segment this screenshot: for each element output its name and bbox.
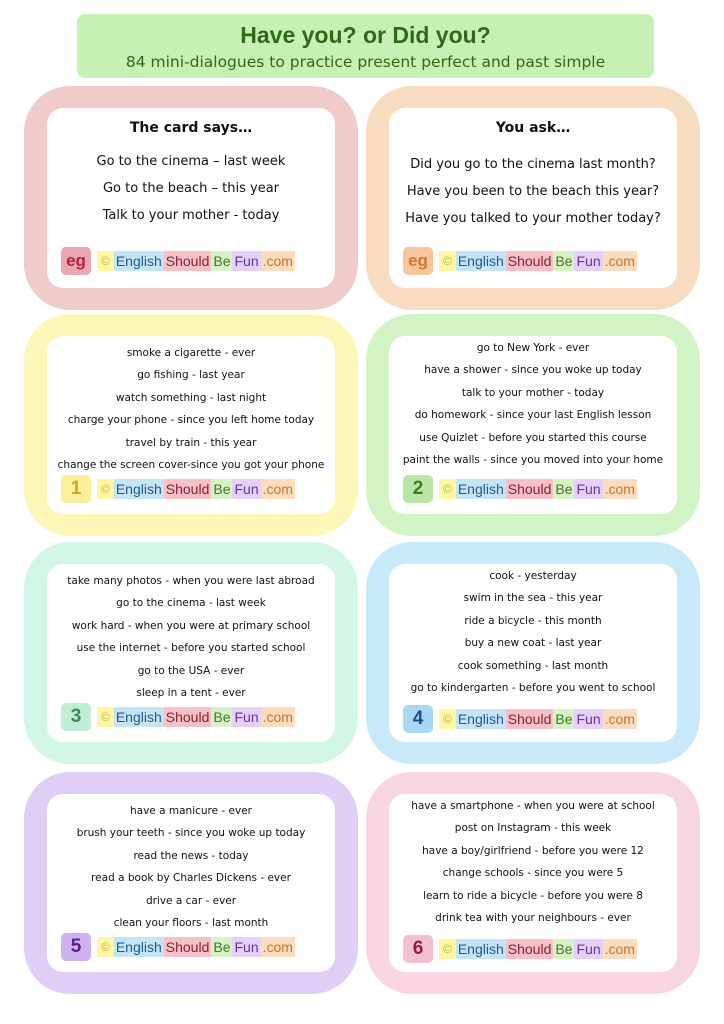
brand-word: English (457, 253, 504, 269)
card-line: read the news - today (133, 849, 249, 862)
card-number-badge: 4 (403, 705, 433, 733)
brand-word: Be (555, 253, 573, 269)
brand-word: .com (262, 939, 293, 955)
card-5 (24, 772, 358, 994)
card-line: take many photos - when you were last abroad (67, 575, 315, 587)
card-line: go to the USA - ever (137, 664, 245, 677)
card-2 (366, 314, 700, 536)
brand-word: Fun (576, 941, 601, 957)
card-number-badge: 5 (61, 933, 91, 961)
card-6 (366, 772, 700, 994)
card-line: have a manicure - ever (130, 805, 252, 817)
brand-word: Should (165, 481, 210, 497)
card-lines (47, 336, 335, 476)
brand-logo (97, 251, 295, 271)
page-subtitle: 84 mini-dialogues to practice present perfect and past simple (125, 53, 606, 71)
brand-word: Should (507, 711, 552, 727)
brand-word: Be (213, 709, 231, 725)
card-footer (403, 248, 637, 274)
brand-word: Should (165, 253, 210, 269)
card-line: learn to ride a bicycle - before you were 8 (423, 889, 643, 902)
card-lines (47, 564, 335, 704)
brand-word: Should (507, 253, 552, 269)
card-badge: eg (61, 247, 91, 275)
brand-logo (439, 939, 637, 959)
brand-word: Fun (576, 711, 601, 727)
card-heading: The card says… (129, 120, 253, 136)
brand-word: English (115, 481, 162, 497)
card-line: sleep in a tent - ever (136, 687, 246, 700)
card-line: go fishing - last year (137, 369, 245, 382)
card-line: have a smartphone - when you were at school (411, 800, 655, 812)
card-line: clean your floors - last month (113, 917, 269, 930)
card-line: work hard - when you were at primary school (71, 619, 311, 632)
card-line: do homework - since your last English lesson (414, 409, 652, 422)
card-footer (403, 706, 637, 732)
card-line: have a boy/girlfriend - before you were 12 (422, 844, 644, 857)
card-line: Have you been to the beach this year? (406, 184, 660, 199)
card-line: watch something - last night (115, 391, 267, 404)
card-1 (24, 314, 358, 536)
card-line: use the internet - before you started school (76, 642, 306, 655)
copyright-symbol: © (439, 939, 456, 959)
brand-word: Be (213, 939, 231, 955)
card-4 (366, 542, 700, 764)
card-line: travel by train - this year (125, 436, 257, 449)
card-line: Go to the cinema – last week (96, 154, 286, 169)
brand-word: Fun (234, 939, 259, 955)
card-line: go to the cinema - last week (116, 597, 266, 610)
card-line: use Quizlet - before you started this course (419, 431, 647, 444)
card-line: smoke a cigarette - ever (126, 347, 256, 359)
page-title: Have you? or Did you? (240, 22, 491, 48)
card-badge: eg (403, 247, 433, 275)
card-lines (389, 794, 677, 929)
card-line: change schools - since you were 5 (442, 867, 624, 880)
copyright-symbol: © (97, 937, 114, 957)
card-3 (24, 542, 358, 764)
brand-word: Be (213, 481, 231, 497)
brand-word: .com (262, 709, 293, 725)
card-number-badge: 1 (61, 475, 91, 503)
brand-word: Be (555, 481, 573, 497)
brand-word: Fun (234, 253, 259, 269)
copyright-symbol: © (439, 251, 456, 271)
example-card-you-ask (366, 86, 700, 310)
card-footer (61, 248, 295, 274)
card-line: read a book by Charles Dickens - ever (91, 872, 291, 885)
card-line: ride a bicycle - this month (464, 614, 602, 627)
card-line: change the screen cover-since you got your phone (57, 459, 325, 472)
card-line: swim in the sea - this year (463, 592, 603, 605)
card-heading: You ask… (495, 120, 571, 136)
brand-logo (97, 707, 295, 727)
card-inner (389, 564, 677, 742)
brand-word: English (115, 939, 162, 955)
card-inner (47, 336, 335, 514)
copyright-symbol: © (439, 709, 456, 729)
brand-logo (97, 937, 295, 957)
card-line: Did you go to the cinema last month? (410, 157, 656, 172)
card-line: brush your teeth - since you woke up today (76, 827, 306, 840)
title-banner (77, 14, 654, 78)
card-number-badge: 2 (403, 475, 433, 503)
card-lines (389, 336, 677, 471)
brand-word: .com (604, 711, 635, 727)
brand-word: Fun (576, 481, 601, 497)
card-line: paint the walls - since you moved into your home (402, 454, 664, 467)
card-lines (47, 148, 335, 229)
card-lines (389, 148, 677, 232)
card-inner (389, 336, 677, 514)
brand-word: Should (165, 709, 210, 725)
copyright-symbol: © (97, 251, 114, 271)
brand-word: .com (604, 941, 635, 957)
card-line: talk to your mother - today (461, 386, 605, 399)
copyright-symbol: © (97, 707, 114, 727)
card-line: charge your phone - since you left home today (67, 414, 315, 427)
card-line: cook something - last month (457, 659, 609, 672)
card-inner (389, 794, 677, 972)
card-footer (403, 936, 637, 962)
card-line: go to kindergarten - before you went to school (410, 682, 656, 695)
brand-word: Should (507, 481, 552, 497)
brand-word: Fun (234, 709, 259, 725)
brand-word: Should (507, 941, 552, 957)
card-line: buy a new coat - last year (464, 637, 602, 650)
card-lines (389, 564, 677, 699)
brand-word: Be (555, 941, 573, 957)
brand-word: Be (555, 711, 573, 727)
copyright-symbol: © (439, 479, 456, 499)
card-number-badge: 3 (61, 703, 91, 731)
brand-word: Be (213, 253, 231, 269)
card-line: Go to the beach – this year (102, 181, 280, 196)
card-footer (403, 476, 637, 502)
brand-logo (439, 709, 637, 729)
card-line: drive a car - ever (145, 894, 237, 907)
brand-word: English (457, 711, 504, 727)
card-inner (389, 108, 677, 288)
brand-word: .com (604, 253, 635, 269)
card-footer (61, 934, 295, 960)
card-footer (61, 476, 295, 502)
card-line: Talk to your mother - today (102, 208, 280, 223)
brand-word: Fun (234, 481, 259, 497)
card-lines (47, 794, 335, 934)
card-line: go to New York - ever (476, 342, 590, 354)
brand-word: English (115, 709, 162, 725)
example-card-says (24, 86, 358, 310)
card-line: have a shower - since you woke up today (424, 364, 642, 377)
copyright-symbol: © (97, 479, 114, 499)
brand-word: .com (262, 481, 293, 497)
card-number-badge: 6 (403, 935, 433, 963)
card-inner (47, 108, 335, 288)
brand-logo (97, 479, 295, 499)
card-line: cook - yesterday (489, 570, 577, 582)
brand-word: English (115, 253, 162, 269)
brand-word: English (457, 941, 504, 957)
brand-word: English (457, 481, 504, 497)
card-footer (61, 704, 295, 730)
brand-word: Should (165, 939, 210, 955)
card-line: post on Instagram - this week (454, 822, 612, 835)
card-inner (47, 564, 335, 742)
card-line: Have you talked to your mother today? (405, 211, 661, 226)
brand-word: Fun (576, 253, 601, 269)
brand-word: .com (262, 253, 293, 269)
brand-word: .com (604, 481, 635, 497)
card-line: drink tea with your neighbours - ever (435, 912, 631, 925)
brand-logo (439, 251, 637, 271)
card-inner (47, 794, 335, 972)
brand-logo (439, 479, 637, 499)
